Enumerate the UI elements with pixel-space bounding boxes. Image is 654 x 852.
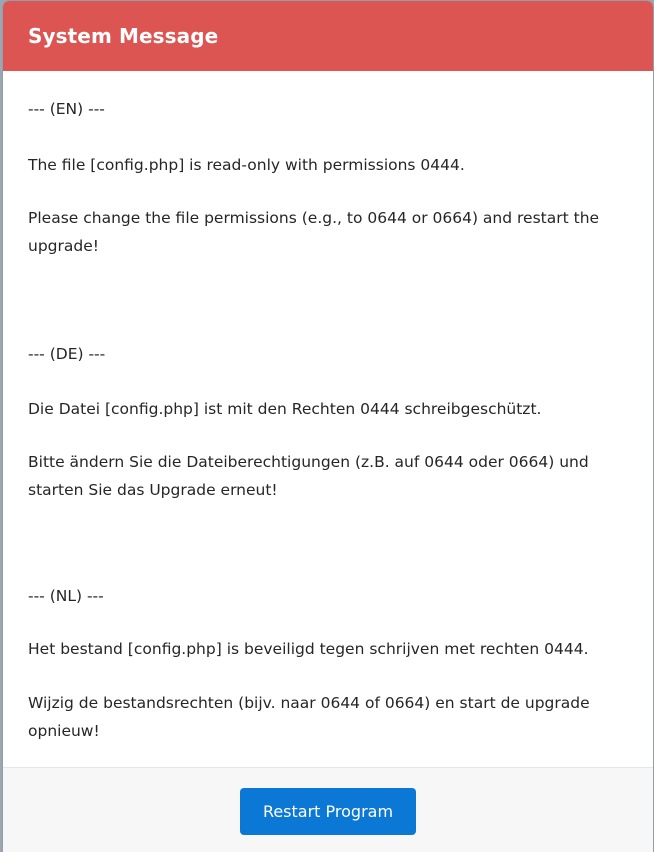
nl-message-1: Het bestand [config.php] is beveiligd tegen schrijven met rechten 0444. bbox=[28, 640, 589, 658]
de-message-2: Bitte ändern Sie die Dateiberechtigungen (z.B. auf 0644 oder 0664) und starten Sie das Upgrade erneut! bbox=[28, 453, 589, 499]
restart-program-button[interactable]: Restart Program bbox=[240, 788, 416, 835]
nl-message-2: Wijzig de bestandsrechten (bijv. naar 0644 of 0664) en start de upgrade opnieuw! bbox=[28, 694, 590, 740]
en-message-1: The file [config.php] is read-only with permissions 0444. bbox=[28, 156, 465, 174]
dialog-title: System Message bbox=[28, 24, 219, 48]
nl-heading: --- (NL) --- bbox=[28, 587, 104, 605]
message-body bbox=[3, 71, 653, 767]
system-message-dialog bbox=[3, 1, 653, 852]
de-heading: --- (DE) --- bbox=[28, 345, 106, 363]
dialog-footer bbox=[3, 767, 653, 852]
en-heading: --- (EN) --- bbox=[28, 100, 105, 118]
en-message-2: Please change the file permissions (e.g., to 0644 or 0664) and restart the upgrade! bbox=[28, 209, 600, 255]
de-message-1: Die Datei [config.php] ist mit den Rechten 0444 schreibgeschützt. bbox=[28, 400, 542, 418]
dialog-header bbox=[3, 1, 653, 71]
